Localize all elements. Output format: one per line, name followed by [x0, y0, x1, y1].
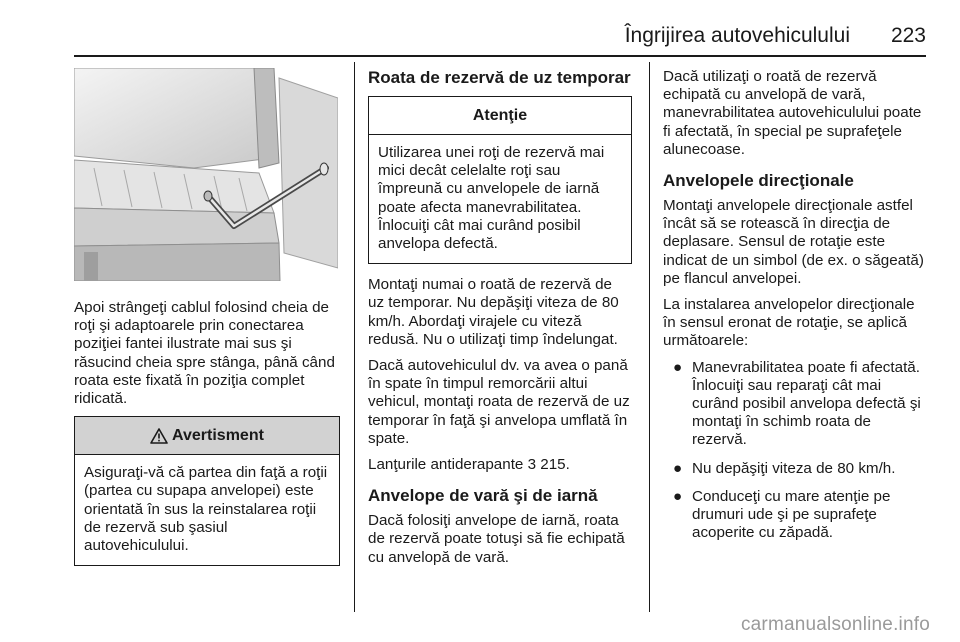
paragraph: La instalarea anvelopelor direcţionale în sensul eronat de rotaţie, se aplică următoarele: — [663, 296, 915, 350]
page-header — [0, 0, 960, 62]
bullet-icon: ● — [673, 358, 683, 376]
section-heading: Anvelope de vară şi de iarnă — [368, 486, 598, 506]
page-reference-triangle-icon[interactable]: 3 — [527, 456, 537, 474]
list-item-text: Manevrabilitatea poate fi afectată. Înlocuiţi sau reparaţi cât mai curând posibil anvelopa defectă şi montaţi în schimb roata de rezervă. — [692, 358, 921, 449]
paragraph: Montaţi numai o roată de rezervă de uz temporar. Nu depăşiţi viteza de 80 km/h. Abordaţi virajele cu viteză redusă. Nu o utilizaţi timp îndelungat. — [368, 276, 619, 348]
warning-title: Avertisment — [172, 426, 264, 444]
paragraph: Dacă autovehiculul dv. va avea o pană în spate în timpul remorcării altui vehicul, montaţi roata de rezervă de uz temporar în faţă şi anvelopa umflată în spate. — [368, 357, 630, 447]
caution-text: Utilizarea unei roţi de rezervă mai mici decât celelalte roţi sau împreună cu anvelopele de iarnă poate afecta manevrabilitatea. Înlocuiţi cât mai curând posibil anvelopa defectă. — [378, 144, 605, 253]
paragraph: Montaţi anvelopele direcţionale astfel încât să se rotească în direcţia de deplasare. Sensul de rotaţie este indicat de un simbol (de ex. o săgeată) pe flancul anvelopei. — [663, 197, 924, 287]
bullet-icon: ● — [673, 487, 683, 505]
paragraph: Dacă folosiţi anvelope de iarnă, roata de rezervă poate totuşi să fie echipată cu anvelopă de vară. — [368, 512, 625, 566]
column-divider — [649, 62, 650, 612]
caution-header — [369, 97, 631, 135]
watermark: carmanualsonline.info — [740, 614, 930, 635]
jack-crank-illustration-svg — [74, 68, 338, 281]
warning-body — [75, 455, 339, 565]
list-item — [663, 460, 929, 478]
section-heading: Anvelopele direcţionale — [663, 171, 854, 191]
column-divider — [354, 62, 355, 612]
list-item — [663, 359, 929, 450]
paragraph-with-reference — [368, 456, 632, 474]
caution-body — [369, 135, 631, 263]
column-right — [663, 62, 929, 552]
paragraph: Apoi strângeţi cablul folosind cheia de roţi şi adaptoarele prin conectarea poziţiei fantei ilustrate mai sus şi răsucind cheia spre stânga, până când roata este fixată în poziţia complet ridicată. — [74, 299, 335, 408]
reference-page[interactable]: 215. — [536, 456, 570, 474]
header-rule — [74, 55, 926, 57]
paragraph: Dacă utilizaţi o roată de rezervă echipată cu anvelopă de vară, manevrabilitatea autovehiculului poate fi afectată, în special pe suprafeţele alunecoase. — [663, 68, 922, 158]
section-heading: Roata de rezervă de uz temporar — [368, 68, 631, 87]
caution-title: Atenţie — [472, 106, 528, 124]
warning-box — [74, 416, 340, 566]
warning-header — [75, 417, 339, 455]
column-middle — [368, 62, 632, 575]
jack-crank-illustration — [74, 68, 338, 281]
chapter-title: Îngrijirea autovehiculului — [624, 24, 850, 47]
warning-text: Asiguraţi-vă că partea din faţă a roţii (partea cu supapa anvelopei) este orientată în sus la reinstalarea roţii de rezervă sub şasiul autovehiculului. — [84, 464, 328, 555]
caution-box — [368, 96, 632, 264]
bullet-list — [663, 359, 929, 543]
warning-triangle-icon — [150, 428, 168, 444]
list-item — [663, 488, 929, 543]
reference-text: Lanţurile antiderapante — [368, 456, 528, 474]
list-item-text: Nu depăşiţi viteza de 80 km/h. — [692, 459, 896, 477]
page-number: 223 — [890, 24, 926, 47]
list-item-text: Conduceţi cu mare atenţie pe drumuri ude şi pe suprafeţe acoperite cu zăpadă. — [692, 487, 891, 542]
column-left — [74, 62, 340, 578]
bullet-icon: ● — [673, 459, 683, 477]
